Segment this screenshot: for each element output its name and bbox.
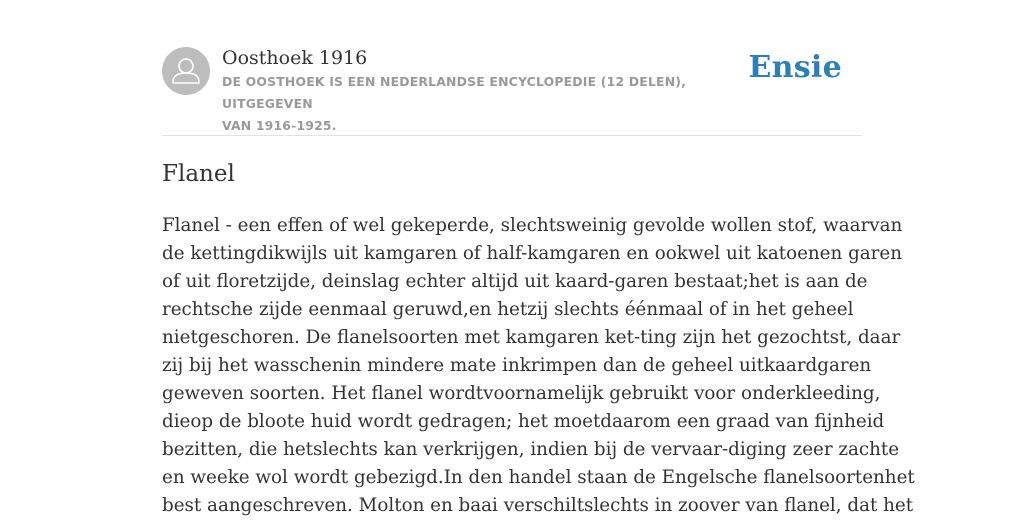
source-description-line: VAN 1916-1925.	[222, 118, 337, 133]
source-description-line: DE OOSTHOEK IS EEN NEDERLANDSE ENCYCLOPEDIE (12 DELEN), UITGEGEVEN	[222, 74, 687, 111]
article-line: de kettingdikwijls uit kamgaren of half-kamgaren en ookwel uit katoenen garen	[162, 243, 903, 264]
article-line: of uit floretzijde, deinslag echter altijd uit kaard-garen bestaat;het is aan de	[162, 271, 868, 292]
user-placeholder-icon[interactable]	[162, 47, 210, 95]
ensie-logo[interactable]: Ensie	[748, 50, 842, 85]
article-line: nietgeschoren. De flanelsoorten met kamgaren ket-ting zijn het gezochtst, daar	[162, 327, 901, 348]
article-title: Flanel	[162, 161, 235, 187]
article-line: best aangeschreven. Molton en baai verschiltslechts in zoover van flanel, dat het	[162, 495, 914, 516]
article-body	[162, 212, 915, 520]
article-line: en weeke wol wordt gebezigd.In den handel staan de Engelsche flanelsoortenhet	[162, 467, 915, 488]
article-line: Flanel - een effen of wel gekeperde, slechtsweinig gevolde wollen stof, waarvan	[162, 215, 903, 236]
source-description	[222, 71, 762, 137]
source-name[interactable]: Oosthoek 1916	[222, 47, 368, 69]
source-header	[162, 46, 862, 136]
article-line: dieop de bloote huid wordt gedragen; het moetdaarom een graad van fijnheid	[162, 411, 885, 432]
article-line: rechtsche zijde eenmaal geruwd,en hetzij slechts éénmaal of in het geheel	[162, 299, 854, 320]
article-line: geweven soorten. Het flanel wordtvoornamelijk gebruikt voor onderkleeding,	[162, 383, 881, 404]
article-line: bezitten, die hetslechts kan verkrijgen, indien bij de vervaar-diging zeer zachte	[162, 439, 900, 460]
article-line: zij bij het wasschenin mindere mate inkrimpen dan de geheel uitkaardgaren	[162, 355, 872, 376]
